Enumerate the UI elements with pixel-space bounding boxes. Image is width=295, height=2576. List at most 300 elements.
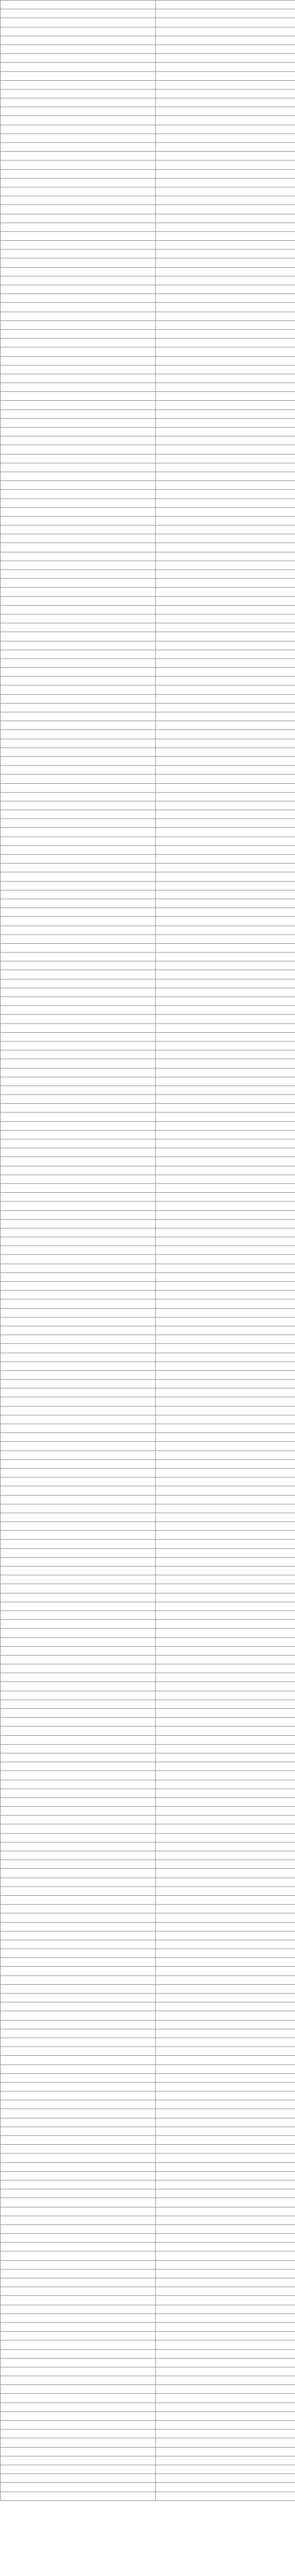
donor-name-cell [1, 2349, 156, 2358]
donation-amount-cell [156, 1059, 295, 1068]
donor-name-cell [1, 961, 156, 970]
table-row [1, 1282, 295, 1291]
donor-name-cell [1, 2340, 156, 2349]
table-row [1, 677, 295, 685]
donation-amount-cell [156, 1433, 295, 1442]
table-row [1, 2020, 295, 2029]
donor-name-cell [1, 214, 156, 223]
donor-name-cell [1, 1255, 156, 1264]
donation-amount-cell [156, 428, 295, 436]
table-row [1, 837, 295, 845]
donation-amount-cell [156, 1157, 295, 1166]
donor-name-cell [1, 1860, 156, 1869]
donation-amount-cell [156, 80, 295, 89]
donation-amount-cell [156, 1023, 295, 1032]
table-row [1, 436, 295, 445]
donor-name-cell [1, 445, 156, 454]
table-row [1, 953, 295, 961]
donor-name-cell [1, 988, 156, 997]
donor-name-cell [1, 703, 156, 712]
donor-name-cell [1, 1540, 156, 1548]
donation-amount-cell [156, 1726, 295, 1735]
table-row [1, 392, 295, 401]
donation-amount-cell [156, 908, 295, 917]
table-row [1, 1442, 295, 1451]
donation-amount-cell [156, 1148, 295, 1157]
table-row [1, 2136, 295, 2145]
donation-amount-cell [156, 872, 295, 881]
table-row [1, 1424, 295, 1433]
donation-amount-cell [156, 1771, 295, 1780]
table-row [1, 2394, 295, 2403]
table-row [1, 596, 295, 605]
donor-name-cell [1, 2394, 156, 2403]
donation-amount-cell [156, 2145, 295, 2154]
table-row [1, 2171, 295, 2180]
donation-amount-cell [156, 276, 295, 285]
donation-amount-cell [156, 2305, 295, 2314]
donation-amount-cell [156, 1077, 295, 1086]
donation-amount-cell [156, 36, 295, 45]
donation-amount-cell [156, 1611, 295, 1619]
table-row [1, 1762, 295, 1771]
donation-amount-cell [156, 1548, 295, 1557]
donation-amount-cell [156, 169, 295, 178]
donation-amount-cell [156, 2358, 295, 2367]
table-row [1, 819, 295, 828]
donor-name-cell [1, 18, 156, 27]
donation-amount-cell [156, 2198, 295, 2207]
table-row [1, 98, 295, 107]
donor-name-cell [1, 588, 156, 596]
donor-name-cell [1, 2136, 156, 2145]
table-row [1, 561, 295, 569]
table-row [1, 2127, 295, 2135]
table-row [1, 45, 295, 53]
donor-name-cell [1, 303, 156, 312]
donor-name-cell [1, 756, 156, 765]
donation-amount-cell [156, 1451, 295, 1459]
donation-amount-cell [156, 756, 295, 765]
donor-name-cell [1, 1886, 156, 1895]
donation-amount-cell [156, 1744, 295, 1753]
donation-amount-cell [156, 2456, 295, 2465]
donor-name-cell [1, 187, 156, 196]
table-row [1, 1620, 295, 1629]
donor-name-cell [1, 1967, 156, 1975]
donation-amount-cell [156, 2056, 295, 2065]
table-row [1, 2447, 295, 2456]
donation-amount-cell [156, 855, 295, 863]
donation-amount-cell [156, 2065, 295, 2073]
donation-amount-cell [156, 1353, 295, 1362]
donation-amount-cell [156, 1842, 295, 1851]
table-row [1, 2260, 295, 2269]
donation-amount-cell [156, 917, 295, 926]
table-header-row [1, 1, 295, 9]
table-row [1, 1548, 295, 1557]
donor-name-cell [1, 116, 156, 125]
donation-amount-cell [156, 1975, 295, 1984]
donation-amount-cell [156, 2394, 295, 2403]
table-row [1, 1086, 295, 1094]
table-row [1, 481, 295, 490]
donor-name-cell [1, 899, 156, 908]
donation-amount-cell [156, 1789, 295, 1797]
donor-name-cell [1, 267, 156, 276]
donation-amount-cell [156, 2002, 295, 2011]
table-row [1, 1006, 295, 1015]
amount-column-header [156, 1, 295, 9]
donor-name-cell [1, 1824, 156, 1833]
donor-name-cell [1, 1130, 156, 1139]
donor-name-cell [1, 1433, 156, 1442]
donor-name-cell [1, 525, 156, 534]
table-row [1, 2340, 295, 2349]
donor-name-cell [1, 1869, 156, 1878]
donor-name-cell [1, 2367, 156, 2376]
donation-amount-cell [156, 1735, 295, 1744]
table-row [1, 169, 295, 178]
donor-name-cell [1, 1068, 156, 1077]
donation-amount-cell [156, 1121, 295, 1130]
donor-name-cell [1, 428, 156, 436]
donation-amount-cell [156, 1139, 295, 1148]
donation-amount-cell [156, 1095, 295, 1104]
donation-amount-cell [156, 1807, 295, 1816]
donation-amount-cell [156, 1183, 295, 1192]
donation-amount-cell [156, 668, 295, 677]
donor-name-cell [1, 2403, 156, 2411]
donation-amount-cell [156, 623, 295, 632]
donor-name-cell [1, 739, 156, 748]
table-row [1, 774, 295, 783]
donor-name-cell [1, 71, 156, 80]
donor-name-cell [1, 1183, 156, 1192]
donor-name-cell [1, 872, 156, 881]
table-row [1, 1664, 295, 1673]
donation-amount-cell [156, 401, 295, 409]
donor-name-cell [1, 970, 156, 979]
donor-name-cell [1, 329, 156, 338]
donor-name-cell [1, 2118, 156, 2127]
donor-name-cell [1, 2047, 156, 2056]
donation-amount-cell [156, 1958, 295, 1967]
donor-name-cell [1, 534, 156, 543]
table-row [1, 1486, 295, 1495]
donation-amount-cell [156, 2421, 295, 2429]
donation-amount-cell [156, 152, 295, 160]
table-row [1, 792, 295, 801]
table-row [1, 1255, 295, 1264]
table-row [1, 1869, 295, 1878]
donor-name-cell [1, 712, 156, 721]
donation-amount-cell [156, 1415, 295, 1424]
donation-amount-cell [156, 1015, 295, 1023]
donor-name-cell [1, 401, 156, 409]
table-row [1, 588, 295, 596]
donation-amount-cell [156, 1620, 295, 1629]
donation-amount-cell [156, 1228, 295, 1237]
donor-name-cell [1, 1095, 156, 1104]
donation-amount-cell [156, 1495, 295, 1504]
donor-name-cell [1, 507, 156, 516]
donation-amount-cell [156, 810, 295, 819]
table-row [1, 1958, 295, 1967]
table-row [1, 1557, 295, 1566]
table-row [1, 1540, 295, 1548]
donor-name-cell [1, 1023, 156, 1032]
table-row [1, 1344, 295, 1353]
donor-name-cell [1, 1593, 156, 1602]
table-row [1, 2287, 295, 2296]
donor-name-cell [1, 2278, 156, 2287]
donor-name-cell [1, 472, 156, 480]
donation-amount-cell [156, 721, 295, 730]
donor-name-cell [1, 241, 156, 250]
donation-amount-cell [156, 339, 295, 347]
donor-name-cell [1, 1175, 156, 1183]
table-row [1, 2207, 295, 2216]
table-row [1, 1780, 295, 1789]
donation-amount-cell [156, 1584, 295, 1593]
donor-name-cell [1, 2082, 156, 2091]
donor-name-cell [1, 596, 156, 605]
donation-amount-cell [156, 1575, 295, 1584]
donation-amount-cell [156, 27, 295, 36]
donor-name-cell [1, 1797, 156, 1806]
donor-name-cell [1, 979, 156, 988]
donor-name-cell [1, 1620, 156, 1629]
table-row [1, 54, 295, 63]
donation-amount-cell [156, 1886, 295, 1895]
table-row [1, 1833, 295, 1842]
donor-name-cell [1, 1041, 156, 1050]
table-row [1, 1646, 295, 1655]
table-row [1, 2296, 295, 2305]
donation-amount-cell [156, 1860, 295, 1869]
donor-name-cell [1, 1709, 156, 1718]
donor-name-cell [1, 1237, 156, 1246]
donation-amount-cell [156, 481, 295, 490]
table-row [1, 2385, 295, 2394]
donor-name-cell [1, 1504, 156, 1513]
table-row [1, 1709, 295, 1718]
table-row [1, 2456, 295, 2465]
donor-name-cell [1, 1495, 156, 1504]
donor-name-cell [1, 1406, 156, 1415]
donation-amount-cell [156, 1531, 295, 1540]
table-row [1, 258, 295, 267]
table-row [1, 2091, 295, 2100]
donation-amount-cell [156, 1299, 295, 1308]
table-row [1, 623, 295, 632]
table-row [1, 2403, 295, 2411]
donor-name-cell [1, 1086, 156, 1094]
donor-name-cell [1, 2447, 156, 2456]
donor-name-cell [1, 2002, 156, 2011]
donation-amount-cell [156, 1050, 295, 1059]
table-row [1, 134, 295, 142]
donor-name-cell [1, 294, 156, 303]
donor-name-cell [1, 677, 156, 685]
donation-amount-cell [156, 250, 295, 258]
donation-amount-cell [156, 2073, 295, 2082]
donor-name-cell [1, 2243, 156, 2251]
donation-amount-cell [156, 1113, 295, 1121]
donation-amount-cell [156, 347, 295, 356]
table-row [1, 36, 295, 45]
donor-name-cell [1, 1451, 156, 1459]
donor-name-cell [1, 54, 156, 63]
table-row [1, 2332, 295, 2340]
donor-name-cell [1, 2465, 156, 2473]
table-row [1, 250, 295, 258]
donation-amount-cell [156, 45, 295, 53]
table-row [1, 943, 295, 952]
donor-name-cell [1, 2029, 156, 2038]
table-row [1, 214, 295, 223]
donation-amount-cell [156, 2127, 295, 2135]
donation-amount-cell [156, 2278, 295, 2287]
donor-name-cell [1, 2314, 156, 2322]
donor-name-cell [1, 774, 156, 783]
donation-amount-cell [156, 1629, 295, 1637]
donation-amount-cell [156, 1869, 295, 1878]
table-header [1, 1, 295, 9]
donor-name-cell [1, 810, 156, 819]
donation-amount-cell [156, 507, 295, 516]
donor-name-cell [1, 792, 156, 801]
donor-name-cell [1, 997, 156, 1006]
donation-amount-cell [156, 1816, 295, 1824]
donor-name-cell [1, 2224, 156, 2233]
donation-amount-cell [156, 1646, 295, 1655]
table-row [1, 1949, 295, 1958]
donor-name-cell [1, 516, 156, 525]
donation-amount-cell [156, 454, 295, 463]
table-row [1, 205, 295, 214]
table-row [1, 1362, 295, 1370]
donation-amount-cell [156, 418, 295, 427]
donor-name-cell [1, 2127, 156, 2135]
donation-amount-cell [156, 1949, 295, 1958]
donation-amount-cell [156, 1753, 295, 1762]
donor-name-cell [1, 766, 156, 774]
donor-name-cell [1, 2305, 156, 2314]
donor-name-cell [1, 748, 156, 756]
table-row [1, 756, 295, 765]
table-row [1, 1575, 295, 1584]
donation-amount-cell [156, 943, 295, 952]
donor-name-cell [1, 828, 156, 837]
table-row [1, 2047, 295, 2056]
table-row [1, 223, 295, 231]
donation-amount-cell [156, 2082, 295, 2091]
donation-amount-cell [156, 392, 295, 401]
table-row [1, 1059, 295, 1068]
donor-name-cell [1, 579, 156, 588]
donor-name-cell [1, 2091, 156, 2100]
donation-amount-cell [156, 231, 295, 240]
donation-amount-cell [156, 499, 295, 507]
donor-name-cell [1, 1931, 156, 1940]
donor-name-cell [1, 392, 156, 401]
donation-amount-cell [156, 2251, 295, 2260]
donation-amount-cell [156, 1468, 295, 1477]
donation-amount-cell [156, 2438, 295, 2447]
donation-amount-cell [156, 2296, 295, 2305]
donor-name-cell [1, 1922, 156, 1931]
donor-name-cell [1, 1291, 156, 1299]
donation-amount-cell [156, 677, 295, 685]
donor-name-cell [1, 614, 156, 623]
table-body [1, 9, 295, 2501]
donation-amount-cell [156, 1994, 295, 2002]
table-row [1, 1860, 295, 1869]
donor-name-cell [1, 2483, 156, 2492]
donor-name-cell [1, 9, 156, 18]
donor-name-cell [1, 312, 156, 320]
table-row [1, 1095, 295, 1104]
donation-amount-cell [156, 71, 295, 80]
table-row [1, 516, 295, 525]
table-row [1, 89, 295, 98]
table-row [1, 339, 295, 347]
donor-name-cell [1, 383, 156, 392]
donor-name-cell [1, 107, 156, 116]
donation-amount-cell [156, 2189, 295, 2198]
donation-amount-cell [156, 2180, 295, 2189]
table-row [1, 890, 295, 899]
table-row [1, 988, 295, 997]
donor-name-cell [1, 1442, 156, 1451]
donor-name-cell [1, 454, 156, 463]
donor-name-cell [1, 1059, 156, 1068]
table-row [1, 1922, 295, 1931]
donor-name-cell [1, 481, 156, 490]
donation-amount-cell [156, 1442, 295, 1451]
donation-amount-cell [156, 1602, 295, 1611]
table-row [1, 1816, 295, 1824]
donor-name-cell [1, 2421, 156, 2429]
donor-name-cell [1, 1219, 156, 1228]
donation-amount-cell [156, 2367, 295, 2376]
table-row [1, 1308, 295, 1317]
table-row [1, 2082, 295, 2091]
table-row [1, 1807, 295, 1816]
donation-amount-cell [156, 1397, 295, 1406]
donation-amount-cell [156, 1202, 295, 1210]
donation-amount-cell [156, 409, 295, 418]
donation-amount-cell [156, 845, 295, 854]
donation-amount-cell [156, 899, 295, 908]
table-row [1, 961, 295, 970]
donor-name-cell [1, 2180, 156, 2189]
donation-amount-cell [156, 125, 295, 134]
donor-name-cell [1, 1282, 156, 1291]
donation-amount-cell [156, 1984, 295, 1993]
table-row [1, 445, 295, 454]
table-row [1, 1593, 295, 1602]
table-row [1, 828, 295, 837]
table-row [1, 1771, 295, 1780]
table-row [1, 107, 295, 116]
donor-name-cell [1, 1468, 156, 1477]
donation-amount-cell [156, 329, 295, 338]
table-row [1, 1291, 295, 1299]
table-row [1, 721, 295, 730]
